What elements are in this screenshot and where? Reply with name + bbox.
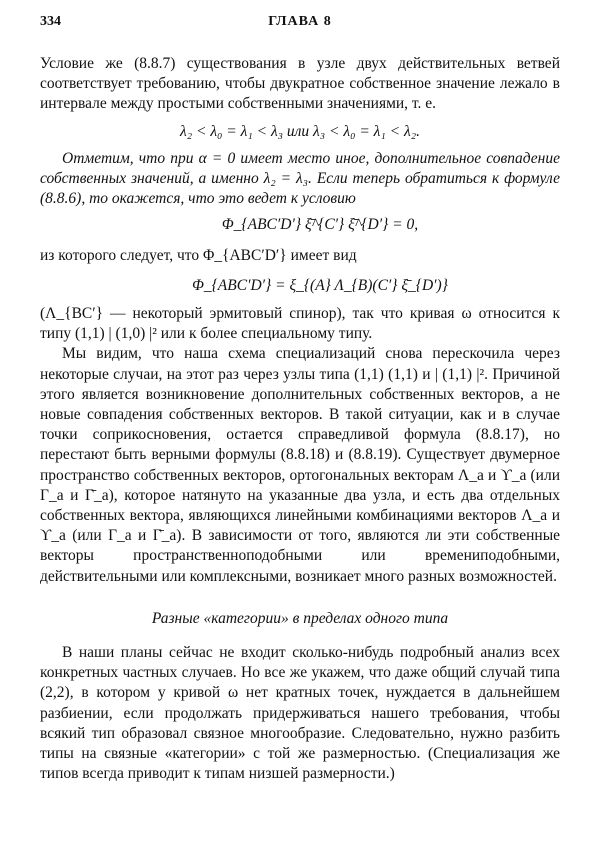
formula-phi-form: Φ_{ABC′D′} = ξ_{(A} Λ_{B)(C′} ξ̄_{D′)} (192, 276, 448, 294)
paragraph-3: из которого следует, что Φ_{ABC′D′} имеет вид (40, 246, 357, 264)
paragraph-6: В наши планы сейчас не входит сколько-нибудь подробный анализ всех конкретных частных случаев. Но все же укажем, что даже общий случай типа (2,2), в котором у кривой ω нет кратных точек, нуждается в дальнейшем разбиении, если продолжать придерживаться нашего требования, чтобы всякий тип образовал связное многообразие. Следовательно, нужно разбить типы на связные «категории» с той же размерностью. (Специализация же типов всегда приводит к типам низшей размерности.) (40, 644, 560, 783)
paragraph-4: (Λ_{BC′} — некоторый эрмитовый спинор), так что кривая ω относится к типу (1,1) | (1,0) |² или к более специальному типу. (40, 305, 560, 343)
paragraph-2: Отметим, что при α = 0 имеет место иное, дополнительное совпадение собственных значений, а именно λ₂ = λ₃. Если теперь обратиться к формуле (8.8.6), то окажется, что это ведет к условию (40, 149, 560, 208)
page-number: 334 (40, 14, 61, 29)
chapter-title: ГЛАВА 8 (268, 14, 332, 29)
paragraph-5: Мы видим, что наша схема специализаций снова перескочила через некоторые случаи, на этот раз через узлы типа (1,1) (1,1) и | (1,1) |². Причиной этого является возникновение дополнительных собственных векторов, а не новые совпадения собственных векторов. В такой ситуации, как и в случае точки соприкосновения, остается справедливой формула (8.8.17), но перестают быть верными формулы (8.8.18) и (8.8.19). Существует двумерное пространство собственных векторов, ортогональных векторам Λ_a и ϒ_a (или Γ_a и Γ̄_a), которое натянуто на указанные два узла, и есть два отдельных собственных вектора, являющихся линейными комбинациями векторов Λ_a и ϒ_a (или Γ_a и Γ̄_a). В зависимости от того, являются ли эти собственные векторы пространственноподобными или времениподобными, действительными или комплексными, возникает много разных возможностей. (40, 345, 560, 585)
formula-condition: Φ_{ABC′D′} ξ̄^{C′} ξ̄^{D′} = 0, (221, 216, 419, 234)
running-header (40, 14, 560, 36)
paragraph-1: Условие же (8.8.7) существования в узле двух действительных ветвей соответствует требованию, чтобы двукратное собственное значение лежало в интервале между простыми собственными значениями, т. е. (40, 55, 560, 113)
page-body (40, 54, 560, 785)
formula-eigenvalue-order: λ₂ < λ₀ = λ₁ < λ₃ или λ₃ < λ₀ = λ₁ < λ₂. (180, 122, 420, 140)
section-heading: Разные «категории» в пределах одного типа (151, 609, 449, 627)
